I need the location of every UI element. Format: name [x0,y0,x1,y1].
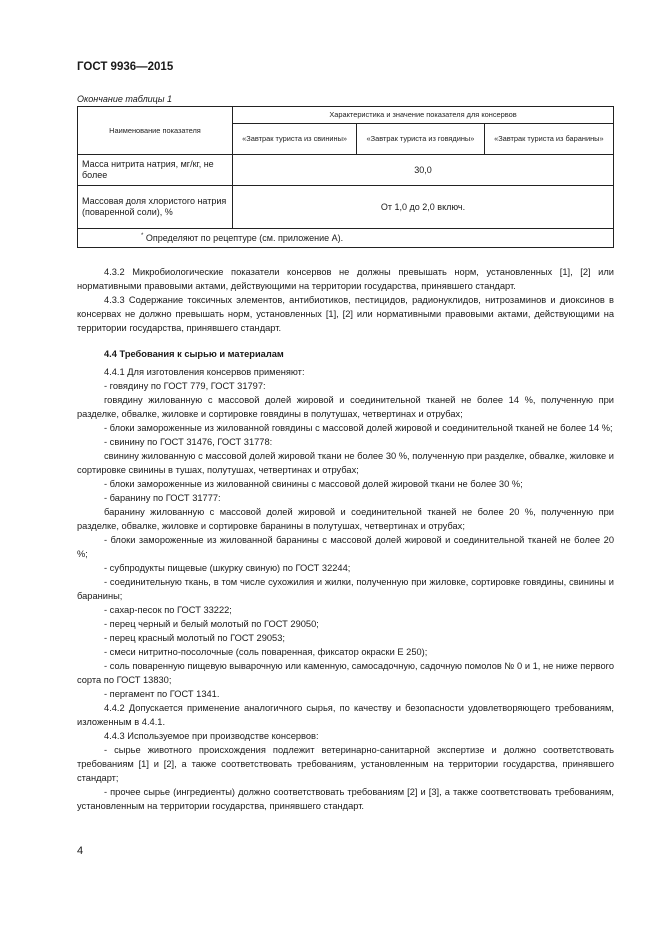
list-item: - сахар-песок по ГОСТ 33222; [104,605,232,615]
table-caption: Окончание таблицы 1 [77,94,172,104]
list-item: свинину жилованную с массовой долей жировой ткани не более 30 %, полученную при разделке, обвалке, жиловке и сортировке свинины в тушах, полутушах, четвертинах и отрубах; [77,451,614,475]
table-footnote [78,229,614,248]
section-heading-4-4: 4.4 Требования к сырью и материалам [104,349,284,359]
header-characteristic: Характеристика и значение показателя для консервов [233,107,614,124]
list-item: - соль поваренную пищевую выварочную или каменную, самосадочную, садочную помолов № 0 и 1, не ниже первого сорта по ГОСТ 13830; [77,661,614,685]
list-item: - блоки замороженные из жилованной свинины с массовой долей жировой ткани не более 30 %; [104,479,523,489]
footnote-mark: * [141,233,144,239]
list-item: - смеси нитритно-посолочные (соль поваренная, фиксатор окраски Е 250); [104,647,428,657]
list-item: - баранину по ГОСТ 31777: [104,493,221,503]
subheader-lamb: «Завтрак туриста из баранины» [484,124,613,155]
row-value: От 1,0 до 2,0 включ. [233,186,614,229]
paragraph-4-3-2: 4.3.2 Микробиологические показатели консервов не должны превышать норм, установленных [1], [2] или нормативными правовыми актами, действующими на территории государства, принявшего стандарт. [77,267,614,291]
list-item: - говядину по ГОСТ 779, ГОСТ 31797: [104,381,266,391]
list-item: 4.4.3 Используемое при производстве консервов: [104,731,319,741]
list-item: - пергамент по ГОСТ 1341. [104,689,220,699]
table-row [78,186,614,229]
list-item: - прочее сырье (ингредиенты) должно соответствовать требованиям [2] и [3], а также соответствовать требованиям, установленным на территории государства, принявшего стандарт. [77,787,614,811]
paragraph-4-3-3: 4.3.3 Содержание токсичных элементов, антибиотиков, пестицидов, радионуклидов, нитрозаминов и диоксинов в консервах не должно превышать норм, установленных [1], [2] или нормативными правовыми актами, действующими на территории государства, принявшего стандарт. [77,295,614,333]
header-indicator-name: Наименование показателя [78,107,233,155]
row-name: Масса нитрита натрия, мг/кг, не более [78,155,233,186]
table-row [78,155,614,186]
list-item: - сырье животного происхождения подлежит ветеринарно-санитарной экспертизе и должно соответствовать требованиям [1] и [2], а также соответствовать требованиям, установленным на территории государства, принявшего стандарт; [77,745,614,783]
page-number: 4 [77,845,84,857]
list-item: баранину жилованную с массовой долей жировой и соединительной тканей не более 20 %, полученную при разделке, обвалке, жиловке и сортировке баранины в полутушах, четвертинах и отрубах; [77,507,614,531]
body-text [77,265,614,813]
list-item: - свинину по ГОСТ 31476, ГОСТ 31778: [104,437,273,447]
row-value: 30,0 [233,155,614,186]
subheader-beef: «Завтрак туриста из говядины» [357,124,484,155]
list-item: говядину жилованную с массовой долей жировой и соединительной тканей не более 14 %, полученную при разделке, обвалке, жиловке и сортировке говядины в полутушах, четвертинах и отрубах; [77,395,614,419]
list-item: - блоки замороженные из жилованной говядины с массовой долей жировой и соединительной тканей не более 14 %; [104,423,613,433]
subheader-pork: «Завтрак туриста из свинины» [233,124,357,155]
list-item: 4.4.1 Для изготовления консервов применяют: [104,367,305,377]
specs-table [77,106,614,248]
list-item: - субпродукты пищевые (шкурку свиную) по ГОСТ 32244; [104,563,351,573]
doc-code-header: ГОСТ 9936—2015 [77,61,174,73]
list-item: - соединительную ткань, в том числе сухожилия и жилки, полученную при жиловке, сортировке говядины, свинины и баранины; [77,577,614,601]
list-item: - перец черный и белый молотый по ГОСТ 29050; [104,619,319,629]
row-name: Массовая доля хлористого натрия (поваренной соли), % [78,186,233,229]
list-item: 4.4.2 Допускается применение аналогичного сырья, по качеству и безопасности удовлетворяющего требованиям, изложенным в 4.4.1. [77,703,614,727]
footnote-text: Определяют по рецептуре (см. приложение А). [145,233,344,243]
list-item: - блоки замороженные из жилованной баранины с массовой долей жировой и соединительной тканей не более 20 %; [77,535,614,559]
list-item: - перец красный молотый по ГОСТ 29053; [104,633,285,643]
